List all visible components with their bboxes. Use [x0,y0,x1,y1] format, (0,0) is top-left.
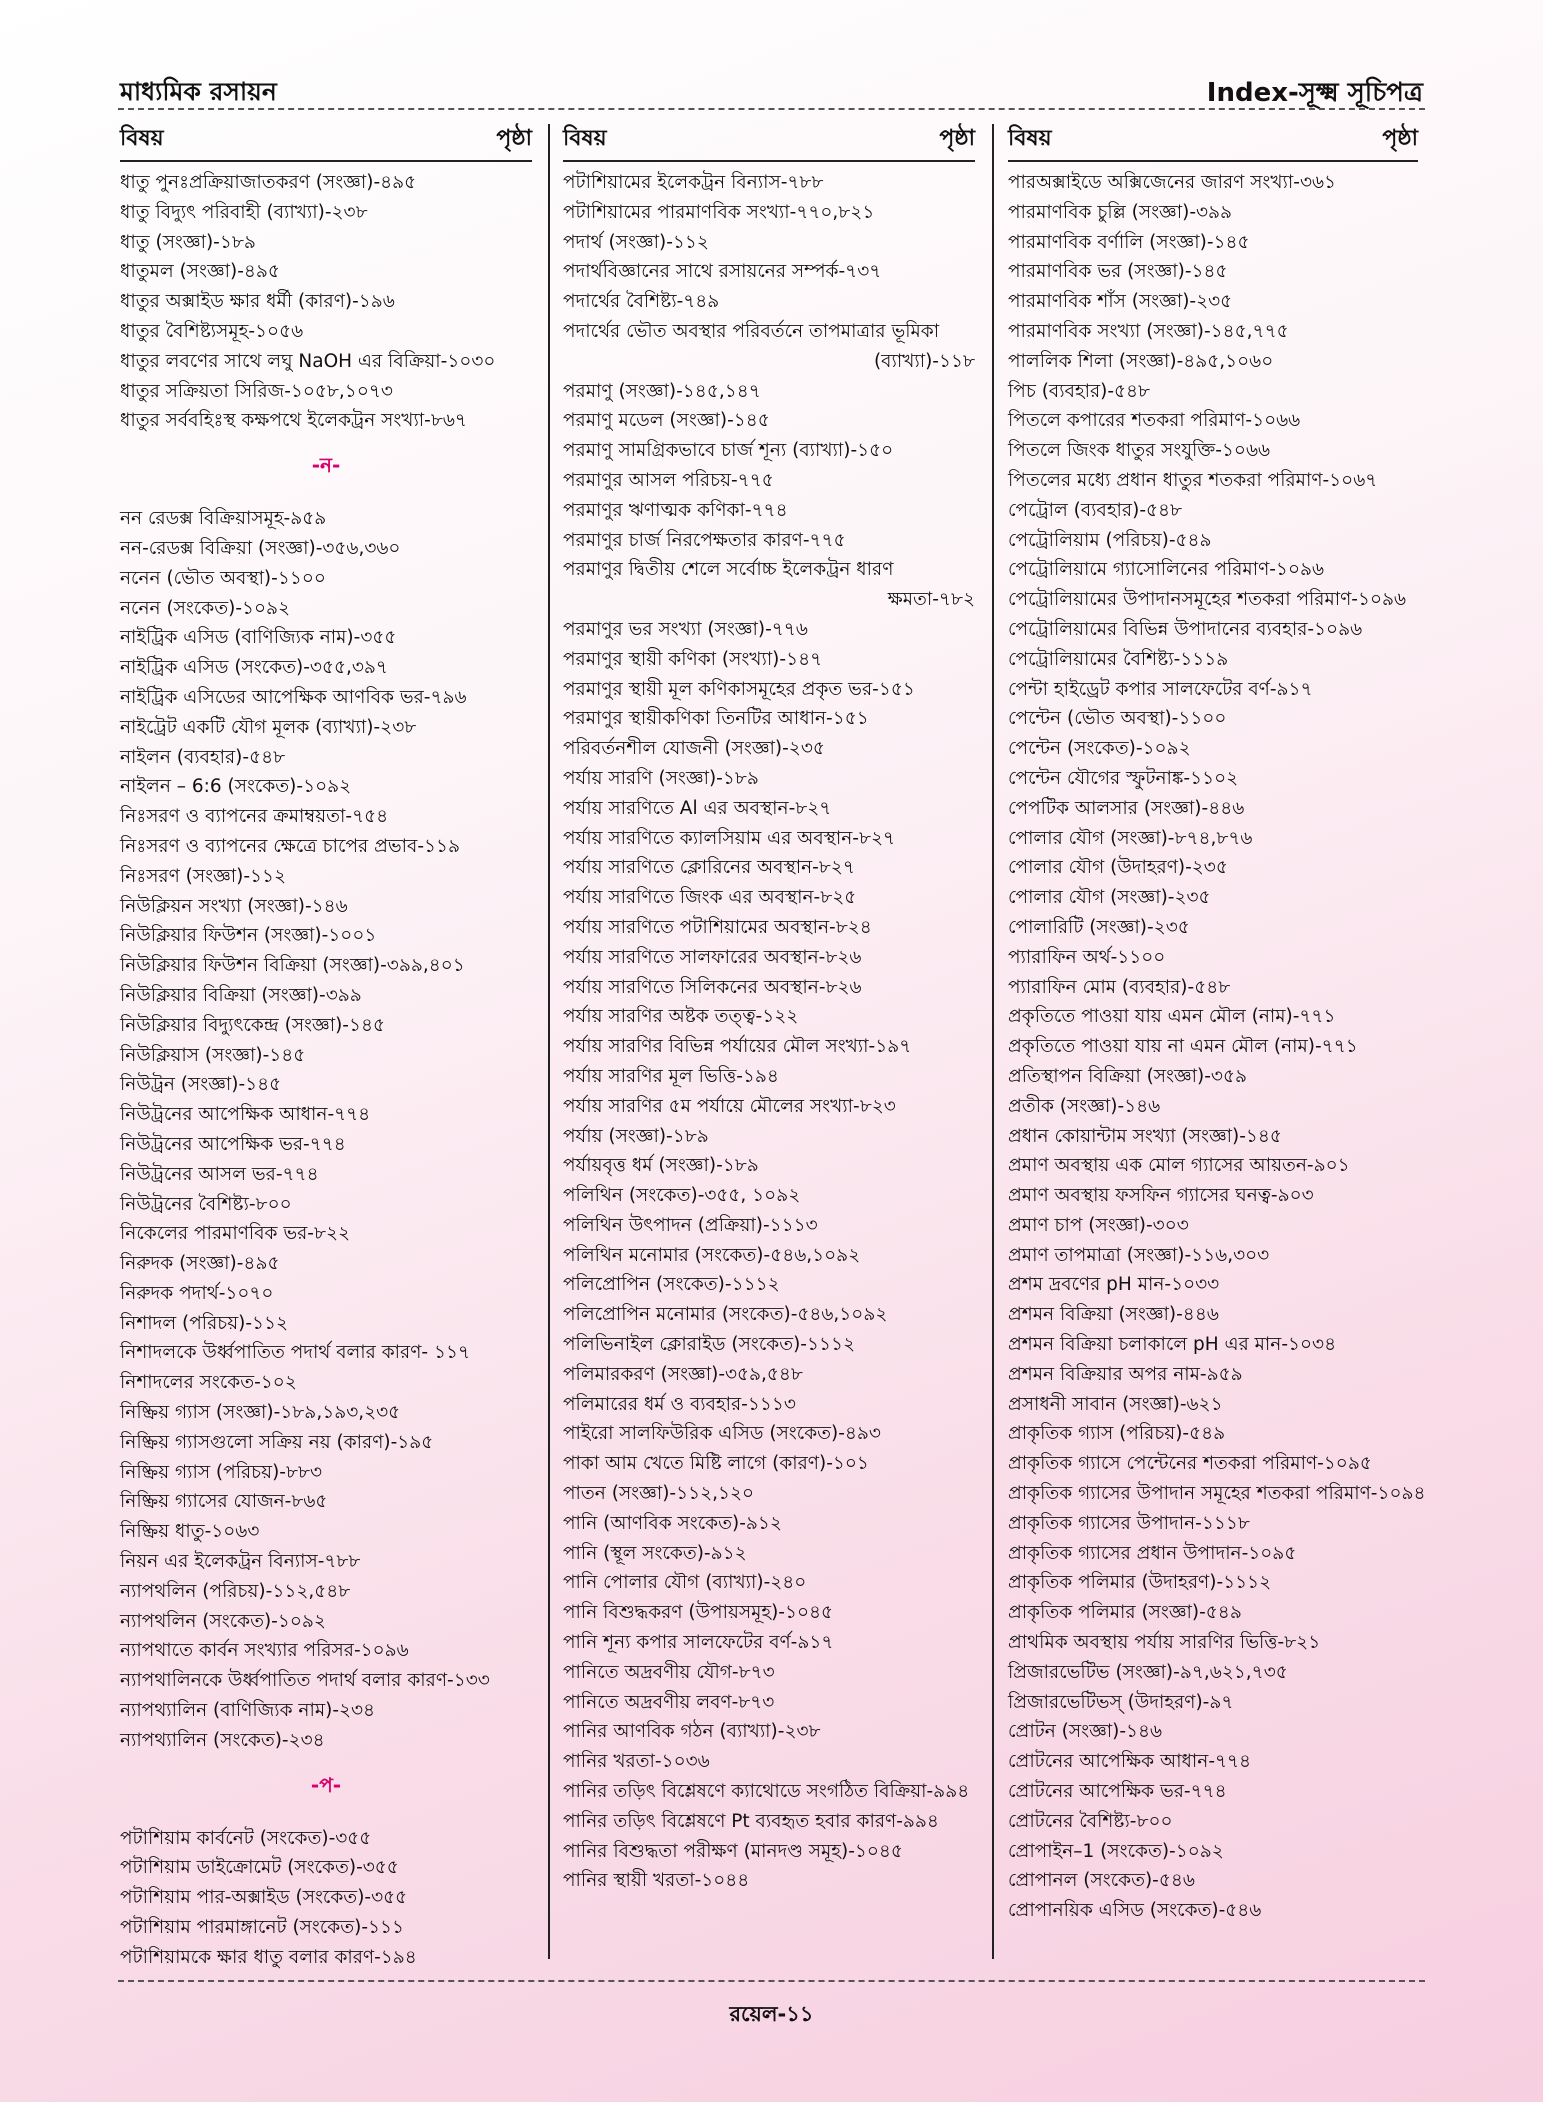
page-heading: পৃষ্ঠা [939,126,975,151]
index-entry: প্রশমন বিক্রিয়া চলাকালে pH এর মান-১০৩৪ [1008,1334,1337,1356]
index-entry: পারমাণবিক চুল্লি (সংজ্ঞা)-৩৯৯ [1008,201,1233,223]
subject-heading: বিষয় [120,126,164,151]
index-entry: নিউক্লিয়ার বিদ্যুৎকেন্দ্র (সংজ্ঞা)-১৪৫ [120,1014,385,1036]
index-entry: পিতলে জিংক ধাতুর সংযুক্তি-১০৬৬ [1008,440,1271,462]
index-entry: নিঃসরণ ও ব্যাপনের ক্ষেত্রে চাপের প্রভাব-১১৯ [120,835,461,857]
index-entry: নিরুদক (সংজ্ঞা)-৪৯৫ [120,1253,280,1275]
index-entry: প্রসাধনী সাবান (সংজ্ঞা)-৬২১ [1008,1393,1223,1415]
index-entry: পানির তড়িৎ বিশ্লেষণে Pt ব্যবহৃত হবার কারণ-৯৯৪ [563,1810,939,1832]
index-entry: পদার্থের ভৌত অবস্থার পরিবর্তনে তাপমাত্রার ভূমিকা [563,320,940,342]
column-header [1008,124,1418,162]
index-entry: পর্যায় সারণির মূল ভিত্তি-১৯৪ [563,1065,779,1087]
index-entry: পলিথিন (সংকেত)-৩৫৫, ১০৯২ [563,1185,801,1207]
index-entry: পাইরো সালফিউরিক এসিড (সংকেত)-৪৯৩ [563,1423,881,1445]
index-entry: পোলার যৌগ (সংজ্ঞা)-২৩৫ [1008,887,1211,909]
top-divider [118,108,1425,110]
index-entry: পানির খরতা-১০৩৬ [563,1751,710,1773]
index-entry: প্রশমন বিক্রিয়ার অপর নাম-৯৫৯ [1008,1363,1243,1385]
index-entry: নিষ্ক্রিয় ধাতু-১০৬৩ [120,1521,260,1543]
index-entry: প্রমাণ অবস্থায় ফসফিন গ্যাসের ঘনত্ব-৯০৩ [1008,1185,1314,1207]
index-entry: পিতলে কপারের শতকরা পরিমাণ-১০৬৬ [1008,410,1301,432]
index-entry: প্রাকৃতিক গ্যাসের উপাদান সমূহের শতকরা পরিমাণ-১০৯৪ [1008,1483,1426,1505]
index-entry: নিশাদল (পরিচয়)-১১২ [120,1312,289,1334]
index-entry: পর্যায় (সংজ্ঞা)-১৮৯ [563,1125,709,1147]
index-entry: নিষ্ক্রিয় গ্যাস (সংজ্ঞা)-১৮৯,১৯৩,২৩৫ [120,1402,401,1424]
index-entry: ধাতুমল (সংজ্ঞা)-৪৯৫ [120,261,280,283]
index-entry: প্রোটনের আপেক্ষিক আধান-৭৭৪ [1008,1751,1252,1773]
entry-list [563,615,975,1896]
index-entry: পানির বিশুদ্ধতা পরীক্ষণ (মানদণ্ড সমূহ)-১০৪৫ [563,1840,903,1862]
index-entry: পিচ (ব্যবহার)-৫৪৮ [1008,380,1151,402]
index-entry: পর্যায় সারণি (সংজ্ঞা)-১৮৯ [563,767,759,789]
index-entry: নিরুদক পদার্থ-১০৭০ [120,1282,274,1304]
index-entry-continuation: (ব্যাখ্যা)-১১৮ [873,350,975,372]
index-entry: প্রধান কোয়ান্টাম সংখ্যা (সংজ্ঞা)-১৪৫ [1008,1125,1282,1147]
index-entry: প্রিজারভেটিভস্ (উদাহরণ)-৯৭ [1008,1691,1234,1713]
index-entry: পোলার যৌগ (উদাহরণ)-২৩৫ [1008,857,1228,879]
column-divider-1 [548,124,550,1959]
index-entry: পানির তড়িৎ বিশ্লেষণে ক্যাথোডে সংগঠিত বিক্রিয়া-৯৯৪ [563,1781,970,1803]
index-entry: প্রাকৃতিক পলিমার (সংজ্ঞা)-৫৪৯ [1008,1602,1242,1624]
index-entry: নাইট্রিক এসিড (বাণিজ্যিক নাম)-৩৫৫ [120,627,397,649]
index-entry: পেট্রোলিয়ামের উপাদানসমূহের শতকরা পরিমাণ-১০৯৬ [1008,589,1407,611]
section-heading-na: -ন- [311,453,341,478]
subject-heading: বিষয় [563,126,607,151]
index-entry: ধাতু (সংজ্ঞা)-১৮৯ [120,231,256,253]
index-entry: পটাশিয়াম কার্বনেট (সংকেত)-৩৫৫ [120,1827,372,1849]
index-entry: পানি শূন্য কপার সালফেটের বর্ণ-৯১৭ [563,1632,834,1654]
index-entry: ন্যাপথ্যালিন (বাণিজ্যিক নাম)-২৩৪ [120,1700,376,1722]
index-entry: প্রাথমিক অবস্থায় পর্যায় সারণির ভিত্তি-৮২১ [1008,1632,1321,1654]
index-entry: পলিপ্রোপিন মনোমার (সংকেত)-৫৪৬,১০৯২ [563,1304,888,1326]
index-entry: পর্যায় সারণির অষ্টক তত্ত্ব-১২২ [563,1006,799,1028]
index-entry: পিতলের মধ্যে প্রধান ধাতুর শতকরা পরিমাণ-১০৬৭ [1008,469,1378,491]
page-footer: রয়েল-১১ [729,2002,814,2026]
index-entry: পলিভিনাইল ক্লোরাইড (সংকেত)-১১১২ [563,1334,856,1356]
index-entry: পানিতে অদ্রবণীয় যৌগ-৮৭৩ [563,1661,775,1683]
index-entry: নিউক্লিয়ার বিক্রিয়া (সংজ্ঞা)-৩৯৯ [120,984,362,1006]
index-entry: পরমাণুর দ্বিতীয় শেলে সর্বোচ্চ ইলেকট্রন ধারণ [563,559,894,581]
index-entry: পরমাণু সামগ্রিকভাবে চার্জ শূন্য (ব্যাখ্যা)-১৫০ [563,440,894,462]
index-entry: পটাশিয়াম পারমাঙ্গানেট (সংকেত)-১১১ [120,1917,405,1939]
page-heading: পৃষ্ঠা [496,126,532,151]
index-entry: ননেন (সংকেত)-১০৯২ [120,597,291,619]
index-entry: পদার্থবিজ্ঞানের সাথে রসায়নের সম্পর্ক-৭৩৭ [563,261,882,283]
index-entry: প্রকৃতিতে পাওয়া যায় এমন মৌল (নাম)-৭৭১ [1008,1006,1336,1028]
index-entry: প্রকৃতিতে পাওয়া যায় না এমন মৌল (নাম)-৭৭১ [1008,1036,1358,1058]
index-entry: প্রতীক (সংজ্ঞা)-১৪৬ [1008,1095,1161,1117]
index-entry: প্যারাফিন মোম (ব্যবহার)-৫৪৮ [1008,976,1231,998]
index-column-3 [1008,124,1426,1926]
index-entry: পটাশিয়াম পার-অক্সাইড (সংকেত)-৩৫৫ [120,1887,408,1909]
index-entry: প্রমাণ তাপমাত্রা (সংজ্ঞা)-১১৬,৩০৩ [1008,1244,1270,1266]
index-entry: প্রিজারভেটিভ (সংজ্ঞা)-৯৭,৬২১,৭৩৫ [1008,1661,1288,1683]
index-entry: পেট্রোলিয়াম (পরিচয়)-৫৪৯ [1008,529,1212,551]
index-entry: পর্যায় সারণিতে ক্লোরিনের অবস্থান-৮২৭ [563,857,855,879]
index-entry: পলিমারকরণ (সংজ্ঞা)-৩৫৯,৫৪৮ [563,1363,803,1385]
index-entry: প্রশম দ্রবণের pH মান-১০৩৩ [1008,1274,1220,1296]
entry-list [120,168,532,436]
index-entry: পারমাণবিক সংখ্যা (সংজ্ঞা)-১৪৫,৭৭৫ [1008,320,1289,342]
index-entry: পেন্টা হাইড্রেট কপার সালফেটের বর্ণ-৯১৭ [1008,678,1313,700]
index-entry: প্রোটনের আপেক্ষিক ভর-৭৭৪ [1008,1781,1227,1803]
index-entry: ন্যাপথলিন (পরিচয়)-১১২,৫৪৮ [120,1580,351,1602]
index-entry: নিউট্রনের আপেক্ষিক ভর-৭৭৪ [120,1133,346,1155]
index-entry: পরমাণুর স্থায়ীকণিকা তিনটির আধান-১৫১ [563,708,869,730]
index-entry: পেন্টেন যৌগের স্ফুটনাঙ্ক-১১০২ [1008,767,1239,789]
index-entry: নিঃসরণ (সংজ্ঞা)-১১২ [120,865,287,887]
index-entry: প্রাকৃতিক গ্যাসের উপাদান-১১১৮ [1008,1512,1250,1534]
index-entry: পানি পোলার যৌগ (ব্যাখ্যা)-২৪০ [563,1572,807,1594]
index-entry: পেন্টেন (ভৌত অবস্থা)-১১০০ [1008,708,1227,730]
index-entry: পটাশিয়ামকে ক্ষার ধাতু বলার কারণ-১৯৪ [120,1946,417,1968]
index-entry: পটাশিয়াম ডাইক্রোমেট (সংকেত)-৩৫৫ [120,1857,399,1879]
index-entry: ধাতুর অক্সাইড ক্ষার ধর্মী (কারণ)-১৯৬ [120,291,395,313]
index-entry: পর্যায় সারণিতে সিলিকনের অবস্থান-৮২৬ [563,976,862,998]
index-entry: ননেন (ভৌত অবস্থা)-১১০০ [120,567,326,589]
index-entry: নন রেডক্স বিক্রিয়াসমূহ-৯৫৯ [120,508,327,530]
index-entry: নিশাদলের সংকেত-১০২ [120,1372,297,1394]
index-entry: পারমাণবিক বর্ণালি (সংজ্ঞা)-১৪৫ [1008,231,1250,253]
index-entry: পেন্টেন (সংকেত)-১০৯২ [1008,738,1191,760]
index-entry: পলিথিন মনোমার (সংকেত)-৫৪৬,১০৯২ [563,1244,861,1266]
index-entry: নিশাদলকে উর্ধ্বপাতিত পদার্থ বলার কারণ- ১১৭ [120,1342,470,1364]
index-entry: নাইট্রিক এসিড (সংকেত)-৩৫৫,৩৯৭ [120,657,388,679]
index-entry: পর্যায় সারণির ৫ম পর্যায়ে মৌলের সংখ্যা-৮২৩ [563,1095,896,1117]
index-entry: প্রাকৃতিক গ্যাসে পেন্টেনের শতকরা পরিমাণ-১০৯৫ [1008,1453,1372,1475]
index-entry: পাকা আম খেতে মিষ্টি লাগে (কারণ)-১০১ [563,1453,869,1475]
index-entry: পদার্থ (সংজ্ঞা)-১১২ [563,231,709,253]
index-entry: প্রোপাইন–1 (সংকেত)-১০৯২ [1008,1840,1224,1862]
index-entry: নিকেলের পারমাণবিক ভর-৮২২ [120,1223,351,1245]
index-entry: পলিথিন উৎপাদন (প্রক্রিয়া)-১১১৩ [563,1214,818,1236]
index-entry: প্রোপানয়িক এসিড (সংকেত)-৫৪৬ [1008,1900,1262,1922]
page-heading: পৃষ্ঠা [1382,126,1418,151]
index-entry: পেট্রোল (ব্যবহার)-৫৪৮ [1008,499,1183,521]
index-entry: প্রোটনের বৈশিষ্ট্য-৮০০ [1008,1810,1173,1832]
index-entry: পেট্রোলিয়ামে গ্যাসোলিনের পরিমাণ-১০৯৬ [1008,559,1324,581]
index-entry: নিউট্রনের আসল ভর-৭৭৪ [120,1163,319,1185]
entry-list [563,377,975,556]
index-entry: পরমাণু মডেল (সংজ্ঞা)-১৪৫ [563,410,770,432]
index-column-1 [120,124,532,1973]
index-entry: প্রমাণ অবস্থায় এক মোল গ্যাসের আয়তন-৯০১ [1008,1155,1350,1177]
column-divider-2 [992,124,994,1959]
index-entry: পর্যায় সারণিতে পটাশিয়ামের অবস্থান-৮২৪ [563,916,872,938]
index-entry: নন-রেডক্স বিক্রিয়া (সংজ্ঞা)-৩৫৬,৩৬০ [120,537,401,559]
index-entry: পেট্রোলিয়ামের বৈশিষ্ট্য-১১১৯ [1008,648,1229,670]
index-entry: পলিপ্রোপিন (সংকেত)-১১১২ [563,1274,780,1296]
index-entry: পোলারিটি (সংজ্ঞা)-২৩৫ [1008,916,1190,938]
index-entry: প্রাকৃতিক গ্যাস (পরিচয়)-৫৪৯ [1008,1423,1226,1445]
index-entry: প্রমাণ চাপ (সংজ্ঞা)-৩০৩ [1008,1214,1189,1236]
index-entry: ন্যাপথ্যালিন (সংকেত)-২৩৪ [120,1729,325,1751]
index-entry: নিউক্লিয়ার ফিউশন (সংজ্ঞা)-১০০১ [120,925,377,947]
index-entry: প্রাকৃতিক পলিমার (উদাহরণ)-১১১২ [1008,1572,1272,1594]
entry-list [1008,168,1426,1926]
index-entry: পর্যায় সারণিতে ক্যালসিয়াম এর অবস্থান-৮২৭ [563,827,896,849]
index-entry: প্রোপানল (সংকেত)-৫৪৬ [1008,1870,1195,1892]
index-entry: পরমাণুর আসল পরিচয়-৭৭৫ [563,469,774,491]
index-entry: ধাতুর সক্রিয়তা সিরিজ-১০৫৮,১০৭৩ [120,380,393,402]
index-entry: নিষ্ক্রিয় গ্যাস (পরিচয়)-৮৮৩ [120,1461,322,1483]
index-entry: নাইট্রিক এসিডের আপেক্ষিক আণবিক ভর-৭৯৬ [120,686,467,708]
index-entry: নিয়ন এর ইলেকট্রন বিন্যাস-৭৮৮ [120,1551,361,1573]
column-header [120,124,532,162]
index-entry: পাললিক শিলা (সংজ্ঞা)-৪৯৫,১০৬০ [1008,350,1274,372]
index-entry: ধাতুর বৈশিষ্ট্যসমূহ-১০৫৬ [120,320,304,342]
index-entry: প্যারাফিন অর্থ-১১০০ [1008,946,1166,968]
index-entry: নিষ্ক্রিয় গ্যাসের যোজন-৮৬৫ [120,1491,328,1513]
index-entry: পানিতে অদ্রবণীয় লবণ-৮৭৩ [563,1691,775,1713]
index-entry: পরমাণু (সংজ্ঞা)-১৪৫,১৪৭ [563,380,761,402]
index-entry: পটাশিয়ামের পারমাণবিক সংখ্যা-৭৭০,৮২১ [563,201,875,223]
column-header [563,124,975,162]
index-entry: ন্যাপথাতে কার্বন সংখ্যার পরিসর-১০৯৬ [120,1640,409,1662]
index-entry: পারঅক্সাইডে অক্সিজেনের জারণ সংখ্যা-৩৬১ [1008,172,1337,193]
index-entry: পদার্থের বৈশিষ্ট্য-৭৪৯ [563,291,720,313]
section-heading-pa: -প- [310,1772,342,1797]
index-title: Index-সূক্ষ্ম সূচিপত্র [1206,78,1423,108]
index-entry: পানির আণবিক গঠন (ব্যাখ্যা)-২৩৮ [563,1721,821,1743]
index-entry: পেট্রোলিয়ামের বিভিন্ন উপাদানের ব্যবহার-১০৯৬ [1008,618,1363,640]
index-entry: নাইলন – 6:6 (সংকেত)-১০৯২ [120,776,352,798]
index-entry: পারমাণবিক ভর (সংজ্ঞা)-১৪৫ [1008,261,1228,283]
index-entry: প্রাকৃতিক গ্যাসের প্রধান উপাদান-১০৯৫ [1008,1542,1297,1564]
entry-list [563,168,975,317]
index-entry: পরমাণুর স্থায়ী মূল কণিকাসমূহের প্রকৃত ভর-১৫১ [563,678,915,700]
index-entry: পানি (আণবিক সংকেত)-৯১২ [563,1512,782,1534]
index-entry: নিউট্রন (সংজ্ঞা)-১৪৫ [120,1074,282,1096]
index-entry: পর্যায় সারণিতে Al এর অবস্থান-৮২৭ [563,797,832,819]
index-entry: নিউট্রনের বৈশিষ্ট্য-৮০০ [120,1193,292,1215]
index-entry: পানি বিশুদ্ধকরণ (উপায়সমূহ)-১০৪৫ [563,1602,834,1624]
index-entry: প্রশমন বিক্রিয়া (সংজ্ঞা)-৪৪৬ [1008,1304,1219,1326]
index-entry: পর্যায়বৃত্ত ধর্ম (সংজ্ঞা)-১৮৯ [563,1155,759,1177]
subject-heading: বিষয় [1008,126,1052,151]
index-entry: পর্যায় সারণিতে জিংক এর অবস্থান-৮২৫ [563,887,857,909]
book-title: মাধ্যমিক রসায়ন [120,77,277,106]
index-entry: ধাতুর লবণের সাথে লঘু NaOH এর বিক্রিয়া-১০৩০ [120,350,496,372]
index-entry: পরমাণুর চার্জ নিরপেক্ষতার কারণ-৭৭৫ [563,529,846,551]
index-entry: ধাতুর সর্ববহিঃস্থ কক্ষপথে ইলেকট্রন সংখ্যা-৮৬৭ [120,410,467,432]
index-entry: নাইলন (ব্যবহার)-৫৪৮ [120,746,286,768]
index-entry: পাতন (সংজ্ঞা)-১১২,১২০ [563,1483,755,1505]
index-entry: ন্যাপথলিন (সংকেত)-১০৯২ [120,1610,326,1632]
index-entry: পরিবর্তনশীল যোজনী (সংজ্ঞা)-২৩৫ [563,738,825,760]
index-entry: পর্যায় সারণিতে সালফারের অবস্থান-৮২৬ [563,946,862,968]
index-entry: পোলার যৌগ (সংজ্ঞা)-৮৭৪,৮৭৬ [1008,827,1253,849]
index-entry: পেপটিক আলসার (সংজ্ঞা)-৪৪৬ [1008,797,1245,819]
index-entry: নিউক্লিয়ন সংখ্যা (সংজ্ঞা)-১৪৬ [120,895,348,917]
index-entry: ধাতু বিদ্যুৎ পরিবাহী (ব্যাখ্যা)-২৩৮ [120,201,368,223]
entry-list [120,504,532,1755]
index-entry: পরমাণুর ঋণাত্মক কণিকা-৭৭৪ [563,499,788,521]
index-entry: পটাশিয়ামের ইলেকট্রন বিন্যাস-৭৮৮ [563,172,824,193]
index-entry: পরমাণুর স্থায়ী কণিকা (সংখ্যা)-১৪৭ [563,648,823,670]
index-entry: নিউট্রনের আপেক্ষিক আধান-৭৭৪ [120,1104,371,1126]
index-entry: পর্যায় সারণির বিভিন্ন পর্যায়ের মৌল সংখ্যা-১৯৭ [563,1036,912,1058]
index-entry: পানির স্থায়ী খরতা-১০৪৪ [563,1870,750,1892]
index-entry: নিউক্লিয়াস (সংজ্ঞা)-১৪৫ [120,1044,306,1066]
index-entry: ধাতু পুনঃপ্রক্রিয়াজাতকরণ (সংজ্ঞা)-৪৯৫ [120,172,417,193]
index-entry: নিউক্লিয়ার ফিউশন বিক্রিয়া (সংজ্ঞা)-৩৯৯,৪০১ [120,955,465,977]
index-entry: নিষ্ক্রিয় গ্যাসগুলো সক্রিয় নয় (কারণ)-১৯৫ [120,1431,434,1453]
index-entry: পলিমারের ধর্ম ও ব্যবহার-১১১৩ [563,1393,796,1415]
index-entry-continuation: ক্ষমতা-৭৮২ [887,589,975,611]
bottom-divider [118,1980,1425,1982]
index-entry: পারমাণবিক শাঁস (সংজ্ঞা)-২৩৫ [1008,291,1233,313]
index-entry: নিঃসরণ ও ব্যাপনের ক্রমাম্বয়তা-৭৫৪ [120,806,389,828]
index-entry: ন্যাপথালিনকে উর্ধ্বপাতিত পদার্থ বলার কারণ-১৩৩ [120,1670,490,1692]
index-entry: নাইট্রেট একটি যৌগ মূলক (ব্যাখ্যা)-২৩৮ [120,716,417,738]
index-entry: পরমাণুর ভর সংখ্যা (সংজ্ঞা)-৭৭৬ [563,618,808,640]
index-entry: প্রতিস্থাপন বিক্রিয়া (সংজ্ঞা)-৩৫৯ [1008,1065,1247,1087]
entry-list [120,1824,532,1973]
page-header [120,72,1423,112]
index-entry: প্রোটন (সংজ্ঞা)-১৪৬ [1008,1721,1163,1743]
index-entry: পানি (স্থূল সংকেত)-৯১২ [563,1542,747,1564]
index-column-2 [563,124,975,1896]
